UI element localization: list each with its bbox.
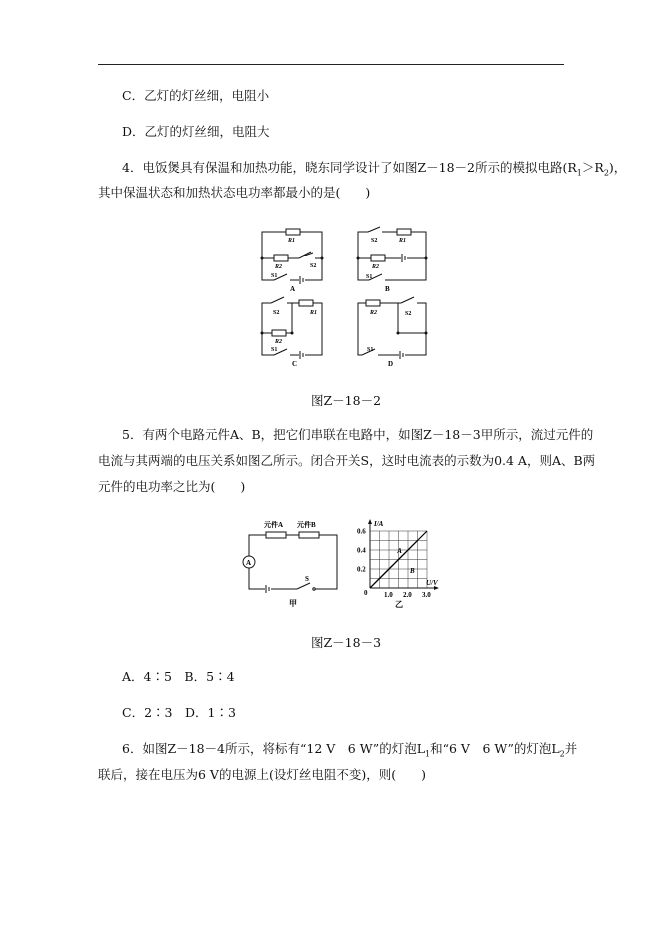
q4-line-1: 4．电饭煲具有保温和加热功能，晓东同学设计了如图Z－18－2所示的模拟电路$(R_1>R_2)$，	[122, 160, 627, 178]
circuit-d-s2: S2	[405, 311, 412, 317]
y-tick-label: 0.6	[357, 527, 366, 536]
circuit-c-r2: R2	[275, 339, 283, 345]
q6-line-2: 联后，接在电压为6 V的电源上(设灯丝电阻不变)，则( )	[98, 767, 426, 782]
figure-z-18-3-caption: 图Z－18－3	[311, 635, 382, 650]
circuit-b-r2: R2	[372, 264, 380, 270]
component-b-label: 元件B	[297, 521, 316, 529]
circuit-c-label: C	[292, 360, 298, 368]
origin-label: 0	[364, 589, 368, 597]
circuit-d-r2: R2	[370, 310, 378, 316]
circuit-b	[357, 227, 428, 293]
circuit-c-s2: S2	[273, 310, 280, 316]
ammeter-label: A	[246, 559, 252, 567]
q5-line-1: 5．有两个电路元件A、B，把它们串联在电路中，如图Z－18－3甲所示，流过元件的	[122, 427, 594, 442]
circuit-b-s2: S2	[371, 238, 378, 244]
circuit-jia-label: 甲	[289, 599, 297, 608]
option-c-q3: C．乙灯的灯丝细，电阻小	[122, 88, 270, 103]
figure-z-18-2	[255, 225, 435, 375]
circuit-a-s1: S1	[271, 273, 278, 279]
y-tick-label: 0.2	[357, 565, 366, 574]
chart-yi-label: 乙	[395, 600, 403, 609]
q5-line-3: 元件的电功率之比为( )	[98, 479, 246, 494]
q6-line-1: 6．如图Z－18－4所示，将标有“12 V 6 W”的灯泡$L_1$和“6 V 6 W”的灯泡$L_2$并	[122, 741, 578, 759]
y-axis-label: I/A	[374, 520, 384, 528]
q5-line-2: 电流与其两端的电压关系如图乙所示。闭合开关S，这时电流表的示数为0.4 A，则A、B两	[98, 453, 596, 468]
circuit-d-s1: S1	[367, 347, 374, 353]
x-tick-label: 2.0	[403, 591, 412, 599]
x-axis-label: U/V	[426, 579, 438, 587]
circuit-d-label: D	[388, 360, 394, 368]
figure-z-18-3-graph	[355, 515, 445, 610]
q4-line-2: 其中保温状态和加热状态电功率都最小的是( )	[98, 185, 371, 200]
circuit-b-s1: S1	[366, 274, 373, 280]
component-a-label: 元件A	[264, 521, 284, 529]
circuit-c	[261, 297, 323, 368]
circuit-a-s2: S2	[310, 263, 317, 269]
circuit-c-s1: S1	[271, 347, 278, 353]
switch-s-label: S	[305, 575, 309, 583]
circuit-a	[261, 229, 324, 293]
circuit-a-r2: R2	[275, 264, 283, 270]
series-label-a: A	[397, 547, 402, 555]
circuit-d	[358, 297, 428, 368]
circuit-b-label: B	[385, 285, 390, 293]
series-label-b: B	[410, 567, 415, 575]
x-tick-label: 1.0	[384, 591, 393, 599]
x-tick-label: 3.0	[422, 591, 431, 599]
header-rule	[98, 64, 564, 65]
q5-options-cd: C．2∶3 D．1∶3	[122, 705, 236, 720]
circuit-a-label: A	[290, 285, 296, 293]
circuit-c-r1: R1	[310, 310, 318, 316]
circuit-a-r1: R1	[288, 238, 296, 244]
circuit-b-r1: R1	[399, 238, 407, 244]
y-tick-label: 0.4	[357, 546, 366, 555]
figure-z-18-3-circuit	[240, 515, 340, 610]
option-d-q3: D．乙灯的灯丝细，电阻大	[122, 124, 270, 139]
q5-options-ab: A．4∶5 B．5∶4	[122, 669, 235, 684]
figure-z-18-2-caption: 图Z－18－2	[311, 393, 382, 408]
